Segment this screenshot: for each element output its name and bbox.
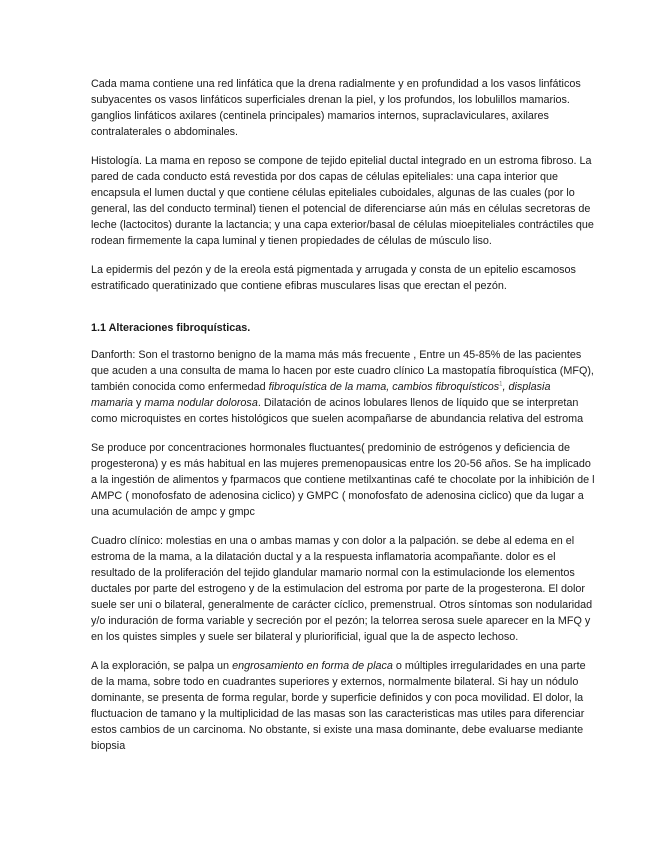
footnote-ref[interactable]: 1 bbox=[499, 381, 503, 388]
paragraph-hormones: Se produce por concentraciones hormonales fluctuantes( predominio de estrógenos y deficiencia de progesterona) y es más habitual en las mujeres premenopausicas entre los 20-56 años. Se ha implicado a la ingestión de alimentos y fparmacos que contiene metilxantinas café te chocolate por la inhibición de l AMPC ( monofosfato de adenosina ciclico) y GMPC ( monofosfato de adenosina ciclico) que da lugar a una acumulación de ampc y gmpc bbox=[91, 442, 595, 518]
section-heading: 1.1 Alteraciones fibroquísticas. bbox=[91, 322, 251, 334]
paragraph-exploration bbox=[91, 658, 595, 754]
paragraph-lymphatics: Cada mama contiene una red linfática que la drena radialmente y en profundidad a los vasos linfáticos subyacentes os vasos linfáticos superficiales drenan la piel, y los profundos, los lobulillos mamarios. ganglios linfáticos axilares (centinela principales) mamarios internos, supraclaviculares, axilares contralaterales o abdominales. bbox=[91, 78, 581, 138]
exploration-em-1: engrosamiento en forma de placa bbox=[232, 660, 393, 672]
danforth-text-a: Danforth: Son el trastorno benigno de la mama más más frecuente , Entre un 45-85% de las pacientes que acuden a una consulta de mama lo hacen por este cuadro clínico La mastopatía fibroquística (MFQ), también conocida como enfermedad bbox=[91, 349, 594, 393]
paragraph-histology: Histología. La mama en reposo se compone de tejido epitelial ductal integrado en un estroma fibroso. La pared de cada conducto está revestida por dos capas de células epiteliales: una capa interior que encapsula el lumen ductal y que contiene células epiteliales cuboidales, algunas de las cuales (por lo general, las del conducto terminal) tienen el potencial de diferenciarse aún más en células secretoras de leche (lactocitos) durante la lactancia; y una capa exterior/basal de células mioepiteliales contráctiles que rodean firmemente la capa luminal y tienen propiedades de células de músculo liso. bbox=[91, 155, 594, 247]
exploration-text-b: o múltiples irregularidades en una parte de la mama, sobre todo en cuadrantes superiores y externos, normalmente bilateral. Si hay un nódulo dominante, se presenta de forma regular, borde y superficie definidos y con poca movilidad. El dolor, la fluctuacion de tamano y la multiplicidad de las masas son las caracteristicas mas utiles para diferenciar estos cambios de un carcinoma. No obstante, si existe una masa dominante, debe evaluarse mediante biopsia bbox=[91, 660, 586, 752]
paragraph-nipple: La epidermis del pezón y de la ereola está pigmentada y arrugada y consta de un epitelio escamosos estratificado queratinizado que contiene efibras musculares lisas que erectan el pezón. bbox=[91, 264, 576, 292]
paragraph-clinical: Cuadro clínico: molestias en una o ambas mamas y con dolor a la palpación. se debe al edema en el estroma de la mama, a la dilatación ductal y a la respuesta inflamatoria acompañante. dolor es el resultado de la proliferación del tejido glandular mamario normal con la estimulacionde los elementos ductales por parte del estrogeno y de la estimulacion del estroma por parte de la progesterona. El dolor suele ser uni o bilateral, generalmente de carácter cíclico, premenstrual. Otros síntomas son nodularidad y/o induración de forma variable y secreción por el pezón; la telorrea serosa suele aparecer en la MFQ y en los quistes simples y suele ser bilateral y pluriorificial, igual que la de aspecto lechoso. bbox=[91, 535, 593, 643]
danforth-text-b: . Dilatación de acinos lobulares llenos de líquido que se interpretan como microquistes en cortes histológicos que suelen acompañarse de abundancia relativa del estroma bbox=[91, 397, 584, 425]
danforth-sep-2: y bbox=[133, 397, 145, 409]
exploration-text-a: A la exploración, se palpa un bbox=[91, 660, 233, 672]
danforth-sep-1: , bbox=[502, 381, 509, 393]
danforth-em-2: displasia mamaria bbox=[91, 381, 551, 409]
paragraph-danforth bbox=[91, 347, 595, 427]
danforth-em-3: mama nodular dolorosa bbox=[144, 397, 258, 409]
danforth-em-1: fibroquística de la mama, cambios fibroquísticos bbox=[268, 381, 500, 393]
